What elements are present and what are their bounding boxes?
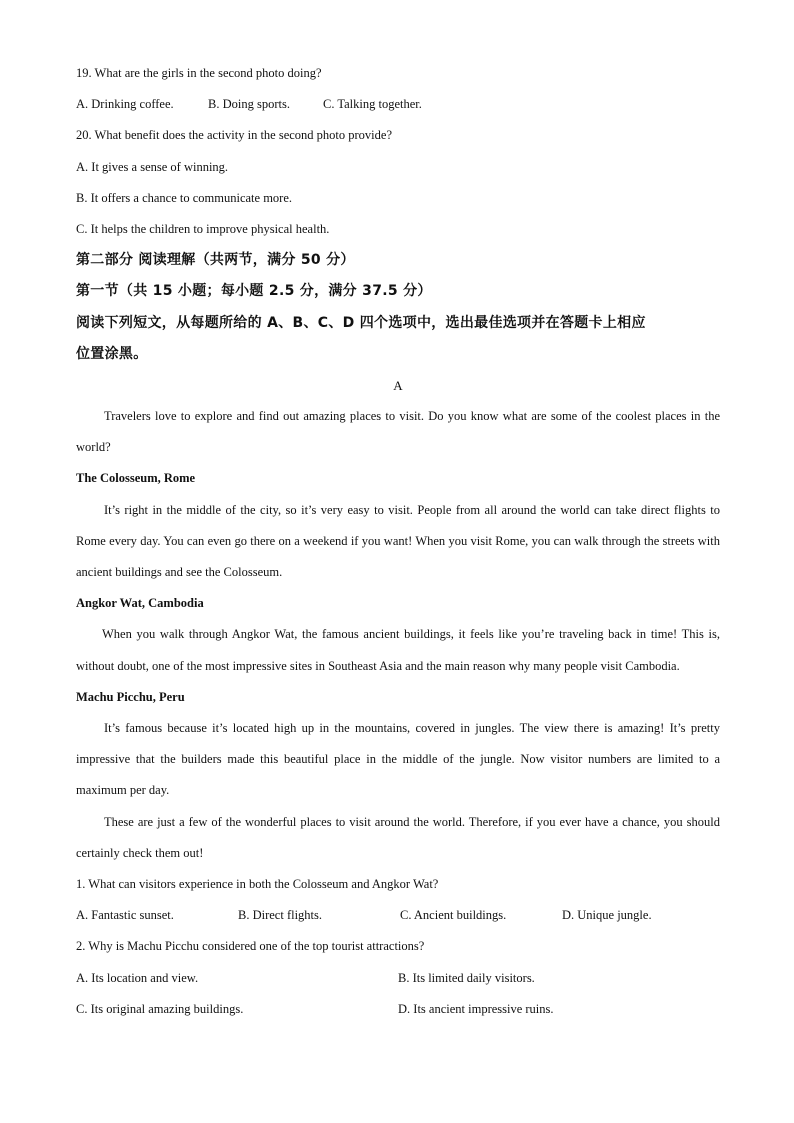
passage-label: A — [393, 377, 403, 393]
option-a: A. Its location and view. — [76, 970, 199, 985]
question-2-options-row-2 — [76, 994, 720, 1025]
question-19-options — [76, 89, 720, 120]
place-heading-machu-picchu: Machu Picchu, Peru — [76, 689, 185, 704]
place-heading-colosseum: The Colosseum, Rome — [76, 471, 196, 486]
question-20: 20. What benefit does the activity in the second photo provide? — [76, 128, 393, 143]
place-heading-angkor-wat: Angkor Wat, Cambodia — [76, 596, 204, 611]
instruction-line-2: 位置涂黑。 — [76, 345, 148, 362]
place-text-colosseum: It’s right in the middle of the city, so it’s very easy to visit. People from all around the world can take direct flights to Rome every day. You can even go there on a weekend if you want! When you visit Rome, you can walk through the streets with ancient buildings and see the Colosseum. — [76, 502, 720, 580]
question-2: 2. Why is Machu Picchu considered one of the top tourist attractions? — [76, 939, 425, 954]
question-1: 1. What can visitors experience in both the Colosseum and Angkor Wat? — [76, 877, 439, 892]
option-a: A. Fantastic sunset. — [76, 908, 174, 923]
part-title: 第二部分 阅读理解（共两节，满分 50 分） — [76, 252, 355, 269]
subsection-title: 第一节（共 15 小题；每小题 2.5 分，满分 37.5 分） — [76, 283, 432, 300]
passage-closing: These are just a few of the wonderful places to visit around the world. Therefore, if you ever have a chance, you should certainly check them out! — [76, 814, 720, 860]
option-b: B. Its limited daily visitors. — [398, 970, 535, 985]
option-d: D. Its ancient impressive ruins. — [398, 1001, 554, 1016]
option-d: D. Unique jungle. — [562, 908, 652, 923]
place-text-machu-picchu: It’s famous because it’s located high up in the mountains, covered in jungles. The view there is amazing! It’s pretty impressive that the builders made this beautiful place in the middle of the jungle. Now visitor numbers are limited to a maximum per day. — [76, 721, 720, 798]
option-b: B. Doing sports. — [208, 97, 290, 112]
passage-intro: Travelers love to explore and find out amazing places to visit. Do you know what are some of the coolest places in the world? — [76, 409, 720, 455]
option-b: B. Direct flights. — [238, 908, 323, 923]
option-a: A. It gives a sense of winning. — [76, 159, 229, 174]
option-c: C. Its original amazing buildings. — [76, 1001, 244, 1016]
question-19: 19. What are the girls in the second photo doing? — [76, 66, 322, 80]
option-b: B. It offers a chance to communicate more. — [76, 190, 293, 205]
question-1-options — [76, 900, 720, 931]
instruction-line-1: 阅读下列短文，从每题所给的 A、B、C、D 四个选项中，选出最佳选项并在答题卡上相应 — [76, 314, 646, 331]
place-text-angkor-wat: When you walk through Angkor Wat, the famous ancient buildings, it feels like you’re traveling back in time! This is, without doubt, one of the most impressive sites in Southeast Asia and the main reason why many people visit Cambodia. — [76, 627, 720, 673]
option-c: C. Ancient buildings. — [400, 908, 507, 923]
option-c: C. Talking together. — [323, 97, 422, 112]
option-c: C. It helps the children to improve physical health. — [76, 221, 330, 236]
question-2-options-row-1 — [76, 963, 720, 994]
exam-page — [76, 58, 720, 1025]
option-a: A. Drinking coffee. — [76, 97, 174, 112]
